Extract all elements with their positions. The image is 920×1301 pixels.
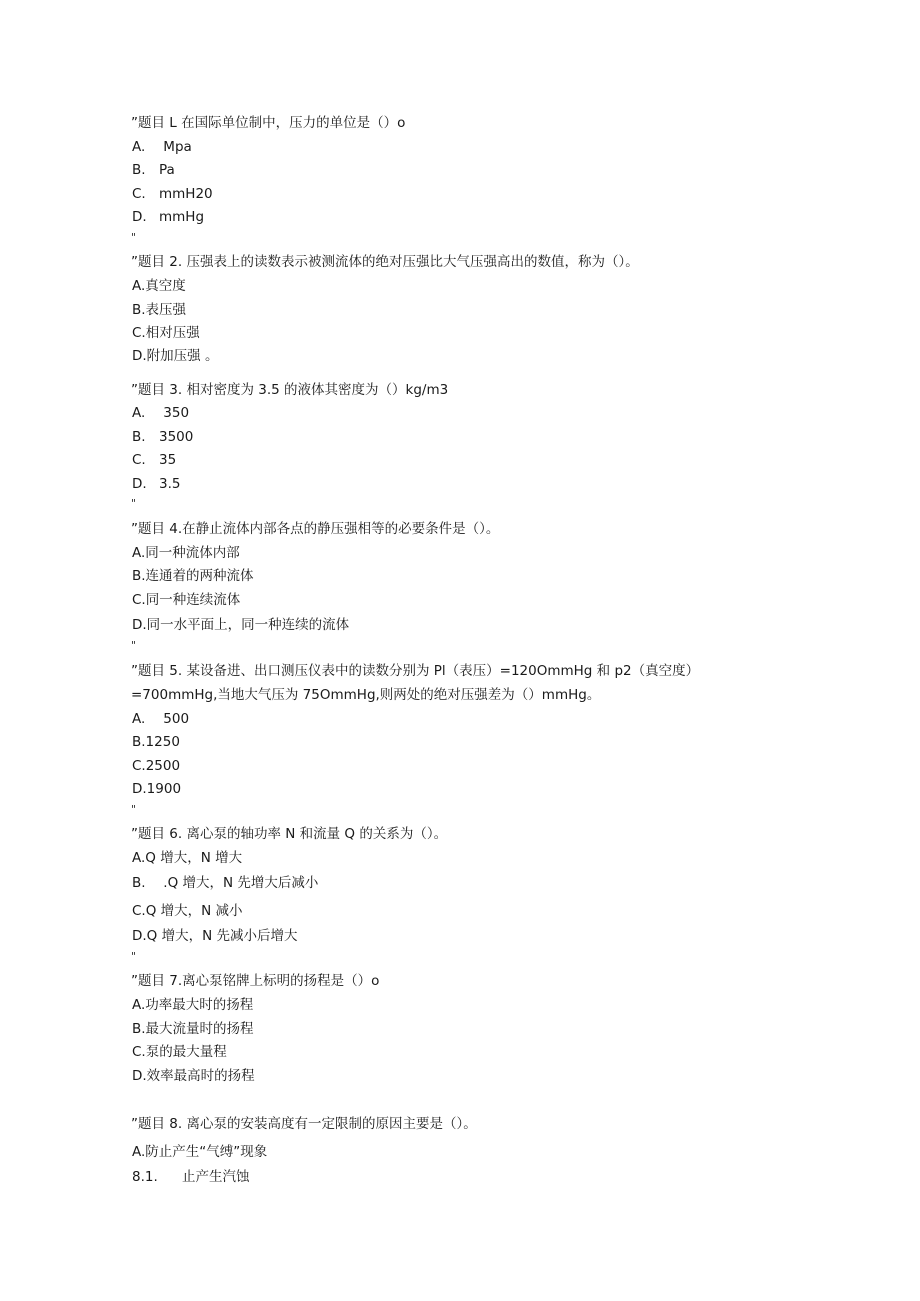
question-5-option-d: D.1900 [132, 781, 182, 797]
question-7-option-b: B.最大流量时的扬程 [132, 1021, 254, 1037]
question-6-option-c: C.Q 增大，N 减小 [132, 903, 243, 919]
question-4-option-b: B.连通着的两种流体 [132, 568, 254, 584]
question-5-prompt: ”题目 5. 某设备进、出口测压仪表中的读数分别为 Pl（表压）=120OmmHg 和 p2（真空度） [131, 663, 700, 679]
question-1-option-a: A. Mpa [132, 139, 192, 155]
question-3-option-d: D. 3.5 [132, 476, 181, 492]
question-2-prompt: ”题目 2. 压强表上的读数表示被测流体的绝对压强比大气压强高出的数值，称为（）。 [131, 254, 639, 270]
question-8-option-b: 8.1. 止产生汽蚀 [132, 1169, 250, 1185]
question-1-prompt: ”题目 L 在国际单位制中，压力的单位是（）o [131, 115, 406, 131]
question-6-end-mark: " [131, 950, 137, 963]
question-6-prompt: ”题目 6. 离心泵的轴功率 N 和流量 Q 的关系为（）。 [131, 826, 448, 842]
question-3-option-a: A. 350 [132, 405, 190, 421]
question-4-prompt: ”题目 4.在静止流体内部各点的静压强相等的必要条件是（）。 [131, 521, 500, 537]
question-1-option-c: C. mmH20 [132, 186, 213, 202]
question-3-prompt: ”题目 3. 相对密度为 3.5 的液体其密度为（）kg∕m3 [131, 382, 449, 398]
question-5-option-c: C.2500 [132, 758, 181, 774]
question-2-option-c: C.相对压强 [132, 325, 200, 341]
question-7-option-c: C.泵的最大量程 [132, 1044, 227, 1060]
question-6-option-b: B. .Q 增大，N 先增大后减小 [132, 875, 319, 891]
question-5-end-mark: " [131, 803, 137, 816]
question-7-option-a: A.功率最大时的扬程 [132, 997, 254, 1013]
question-7-prompt: ”题目 7.离心泵铭牌上标明的扬程是（）o [131, 973, 380, 989]
question-3-option-c: C. 35 [132, 452, 177, 468]
question-8-prompt: ”题目 8. 离心泵的安装高度有一定限制的原因主要是（）。 [131, 1116, 477, 1132]
question-6-option-d: D.Q 增大，N 先减小后增大 [132, 928, 298, 944]
question-6-option-a: A.Q 增大，N 增大 [132, 850, 243, 866]
question-2-option-d: D.附加压强 。 [132, 348, 219, 364]
question-4-option-c: C.同一种连续流体 [132, 592, 241, 608]
question-2-option-a: A.真空度 [132, 278, 186, 294]
question-8-option-a: A.防止产生“气缚”现象 [132, 1144, 268, 1160]
question-2-option-b: B.表压强 [132, 302, 187, 318]
question-5-prompt-continued: =700mmHg,当地大气压为 75OmmHg,则两处的绝对压强差为（）mmHg。 [131, 687, 601, 703]
question-1-end-mark: " [131, 231, 137, 244]
question-7-option-d: D.效率最高时的扬程 [132, 1068, 255, 1084]
question-5-option-b: B.1250 [132, 734, 180, 750]
question-1-option-d: D. mmHg [132, 209, 205, 225]
question-4-option-a: A.同一种流体内部 [132, 545, 240, 561]
question-4-option-d: D.同一水平面上，同一种连续的流体 [132, 617, 350, 633]
question-5-option-a: A. 500 [132, 711, 190, 727]
question-4-end-mark: " [131, 639, 137, 652]
question-3-option-b: B. 3500 [132, 429, 194, 445]
question-1-option-b: B. Pa [132, 162, 175, 178]
question-3-end-mark: " [131, 497, 137, 510]
